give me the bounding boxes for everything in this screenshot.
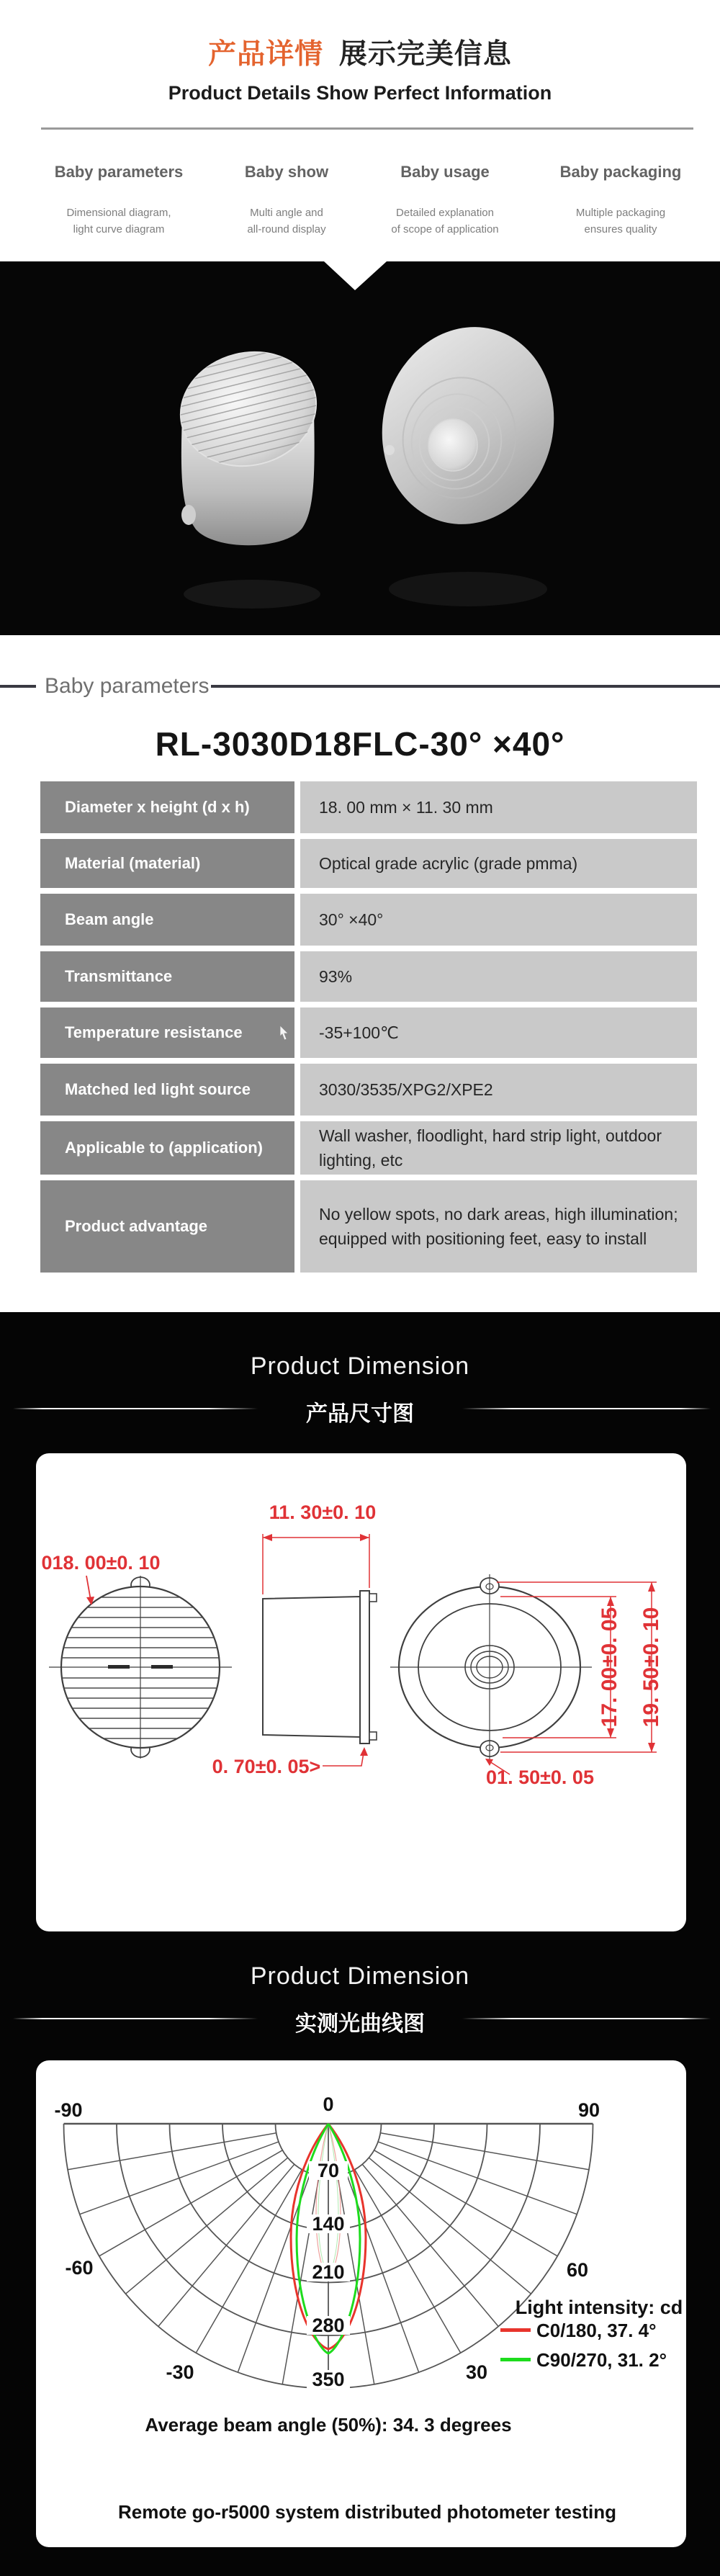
param-value: 18. 00 mm × 11. 30 mm: [300, 781, 697, 833]
page-subtitle: Product Details Show Perfect Information: [168, 82, 552, 104]
product-photo: [0, 261, 720, 635]
average-beam-angle-text: Average beam angle (50%): 34. 3 degrees: [145, 2414, 512, 2436]
dimension-drawing-panel: [36, 1453, 686, 1931]
dim-inner-height-label: 17. 00±0. 05: [598, 1607, 621, 1728]
section-label-line: [211, 685, 720, 688]
technical-drawing: [36, 1453, 686, 1931]
curve-section-title-en: Product Dimension: [250, 1962, 470, 1990]
table-row: [40, 1121, 697, 1175]
curve-section-title-cn: 实测光曲线图: [295, 2012, 425, 2036]
nav-column-desc: Multiple packaging ensures quality: [575, 207, 666, 235]
nav-column-title: Baby usage: [400, 163, 490, 181]
param-value: Optical grade acrylic (grade pmma): [300, 839, 697, 888]
nav-column-title: Baby packaging: [559, 163, 682, 181]
svg-text:90: 90: [577, 2099, 600, 2121]
table-row: [40, 1064, 697, 1116]
table-row: [40, 839, 697, 888]
header-line-left: [13, 1408, 258, 1409]
nav-column-usage[interactable]: [364, 163, 526, 238]
angle-tick-labels: [54, 2093, 600, 2383]
section-baby-parameters-header: [0, 674, 720, 699]
light-curve-panel: [36, 2060, 686, 2547]
svg-text:280: 280: [312, 2315, 345, 2336]
nav-column-show[interactable]: [206, 163, 367, 238]
dimension-section-title-cn: 产品尺寸图: [306, 1402, 414, 1426]
param-label: Matched led light source: [40, 1064, 294, 1116]
lens-photo-illustration: [0, 261, 720, 635]
section-label: Baby parameters: [45, 674, 210, 698]
photometer-footer-text: Remote go-r5000 system distributed photometer testing: [117, 2501, 617, 2523]
table-row: [40, 1180, 697, 1273]
header-divider: [41, 127, 693, 130]
param-label: Diameter x height (d x h): [40, 781, 294, 833]
svg-text:-30: -30: [166, 2361, 194, 2383]
page-title-cn-accent: 产品详情: [208, 39, 324, 70]
param-label: Applicable to (application): [40, 1121, 294, 1175]
legend-title: Light intensity: cd: [515, 2297, 683, 2318]
svg-text:-90: -90: [54, 2099, 83, 2121]
svg-text:60: 60: [566, 2259, 589, 2281]
dim-diameter-label: 018. 00±0. 10: [41, 1552, 161, 1574]
nav-column-desc: Detailed explanation of scope of application: [391, 207, 499, 235]
svg-text:140: 140: [312, 2213, 345, 2235]
svg-text:30: 30: [465, 2361, 488, 2383]
dim-flange-label: 0. 70±0. 05>: [212, 1756, 321, 1777]
chart-legend: [500, 2297, 683, 2371]
page-title-cn: 展示完美信息: [338, 39, 512, 70]
param-value: 3030/3535/XPG2/XPE2: [300, 1064, 697, 1116]
param-value: -35+100℃: [300, 1007, 697, 1058]
header-line-left: [13, 2018, 258, 2019]
header-line-right: [462, 2018, 711, 2019]
legend-item-c0: C0/180, 37. 4°: [536, 2320, 657, 2341]
nav-column-desc: Multi angle and all-round display: [247, 207, 326, 235]
side-view-flange: [360, 1591, 369, 1743]
cursor-icon: [279, 1025, 290, 1045]
param-label: Transmittance: [40, 951, 294, 1002]
product-model-title: RL-3030D18FLC-30° ×40°: [155, 725, 565, 763]
param-label: Beam angle: [40, 894, 294, 946]
black-sections-wrapper: [0, 1312, 720, 2576]
nav-column-title: Baby show: [244, 163, 329, 181]
param-value: 30° ×40°: [300, 894, 697, 946]
svg-text:70: 70: [317, 2160, 340, 2181]
param-label: Product advantage: [40, 1180, 294, 1273]
param-value: 93%: [300, 951, 697, 1002]
param-value: No yellow spots, no dark areas, high illumination; equipped with positioning feet, easy to install: [300, 1180, 697, 1273]
header-line-right: [462, 1408, 711, 1409]
nav-column-title: Baby parameters: [54, 163, 184, 181]
nav-column-packaging[interactable]: [540, 163, 701, 238]
param-value: Wall washer, floodlight, hard strip light, outdoor lighting, etc: [300, 1121, 697, 1175]
dimension-section-title-en: Product Dimension: [250, 1352, 470, 1380]
legend-item-c90: C90/270, 31. 2°: [536, 2349, 667, 2371]
dim-height-label: 11. 30±0. 10: [269, 1502, 377, 1523]
dim-foot-label: 01. 50±0. 05: [486, 1767, 594, 1788]
table-row: [40, 951, 697, 1002]
polar-light-distribution-chart: [36, 2060, 686, 2547]
table-row: [40, 1007, 697, 1058]
param-label: Temperature resistance: [40, 1007, 294, 1058]
side-view-body: [263, 1597, 360, 1737]
parameters-table: [40, 781, 697, 1278]
svg-text:350: 350: [312, 2369, 345, 2390]
legend-swatch-green: [500, 2358, 531, 2361]
svg-text:-60: -60: [65, 2257, 94, 2279]
nav-column-desc: Dimensional diagram, light curve diagram: [66, 207, 171, 235]
nav-column-parameters[interactable]: [38, 163, 199, 238]
param-label: Material (material): [40, 839, 294, 888]
table-row: [40, 894, 697, 946]
page-title: [0, 32, 720, 72]
dim-outer-height-label: 19. 50±0. 10: [639, 1607, 663, 1728]
legend-swatch-red: [500, 2328, 531, 2332]
table-row: [40, 781, 697, 833]
svg-text:0: 0: [323, 2093, 334, 2115]
svg-text:210: 210: [312, 2261, 345, 2283]
section-label-dash: [0, 685, 36, 688]
